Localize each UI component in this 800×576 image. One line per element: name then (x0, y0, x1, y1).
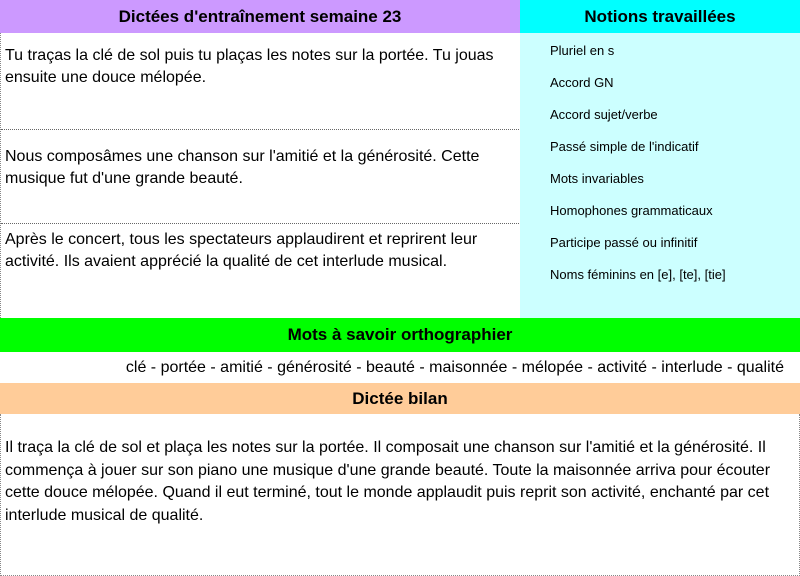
words-list (0, 352, 800, 383)
notions-header (520, 0, 800, 33)
dictations-title: Dictées d'entraînement semaine 23 (118, 6, 402, 26)
notion-item: Mots invariables (550, 171, 644, 186)
notion-item: Accord GN (550, 75, 614, 90)
words-text: clé - portée - amitié - générosité - beauté - maisonnée - mélopée - activité - interlude - qualité (125, 358, 784, 376)
row-divider (1, 223, 521, 224)
notions-title: Notions travaillées (584, 6, 736, 26)
notion-item: Passé simple de l'indicatif (550, 139, 699, 154)
dictations-header (0, 0, 520, 33)
dictation-text: Nous composâmes une chanson sur l'amitié et la générosité. Cette musique fut d'une grande beauté. (5, 148, 480, 187)
notion-item: Noms féminins en [e], [te], [tie] (550, 267, 726, 282)
notion-item: Homophones grammaticaux (550, 203, 713, 218)
notions-list (520, 33, 800, 318)
dictation-text: Après le concert, tous les spectateurs applaudirent et reprirent leur activité. Ils avaient apprécié la qualité de cet interlude musical. (5, 231, 478, 270)
final-dictation-header (0, 383, 800, 414)
notion-item: Pluriel en s (550, 43, 615, 58)
dictations-column (0, 33, 520, 318)
final-dictation-text: Il traça la clé de sol et plaça les notes sur la portée. Il composait une chanson sur l'amitié et la générosité. Il commença à jouer sur son piano une musique d'une grande beauté. Toute la maisonnée arriva pour écouter cette douce mélopée. Quand il eut terminé, tout le monde applaudit puis reprit son activité, enchanté par cet interlude musical de qualité. (0, 414, 800, 576)
words-header (0, 318, 800, 352)
notion-item: Participe passé ou infinitif (550, 235, 698, 250)
final-dictation-title: Dictée bilan (352, 388, 448, 408)
dictation-text: Tu traças la clé de sol puis tu plaças les notes sur la portée. Tu jouas ensuite une douce mélopée. (5, 47, 494, 86)
notion-item: Accord sujet/verbe (550, 107, 658, 122)
words-title: Mots à savoir orthographier (287, 325, 513, 344)
row-divider (1, 129, 521, 130)
